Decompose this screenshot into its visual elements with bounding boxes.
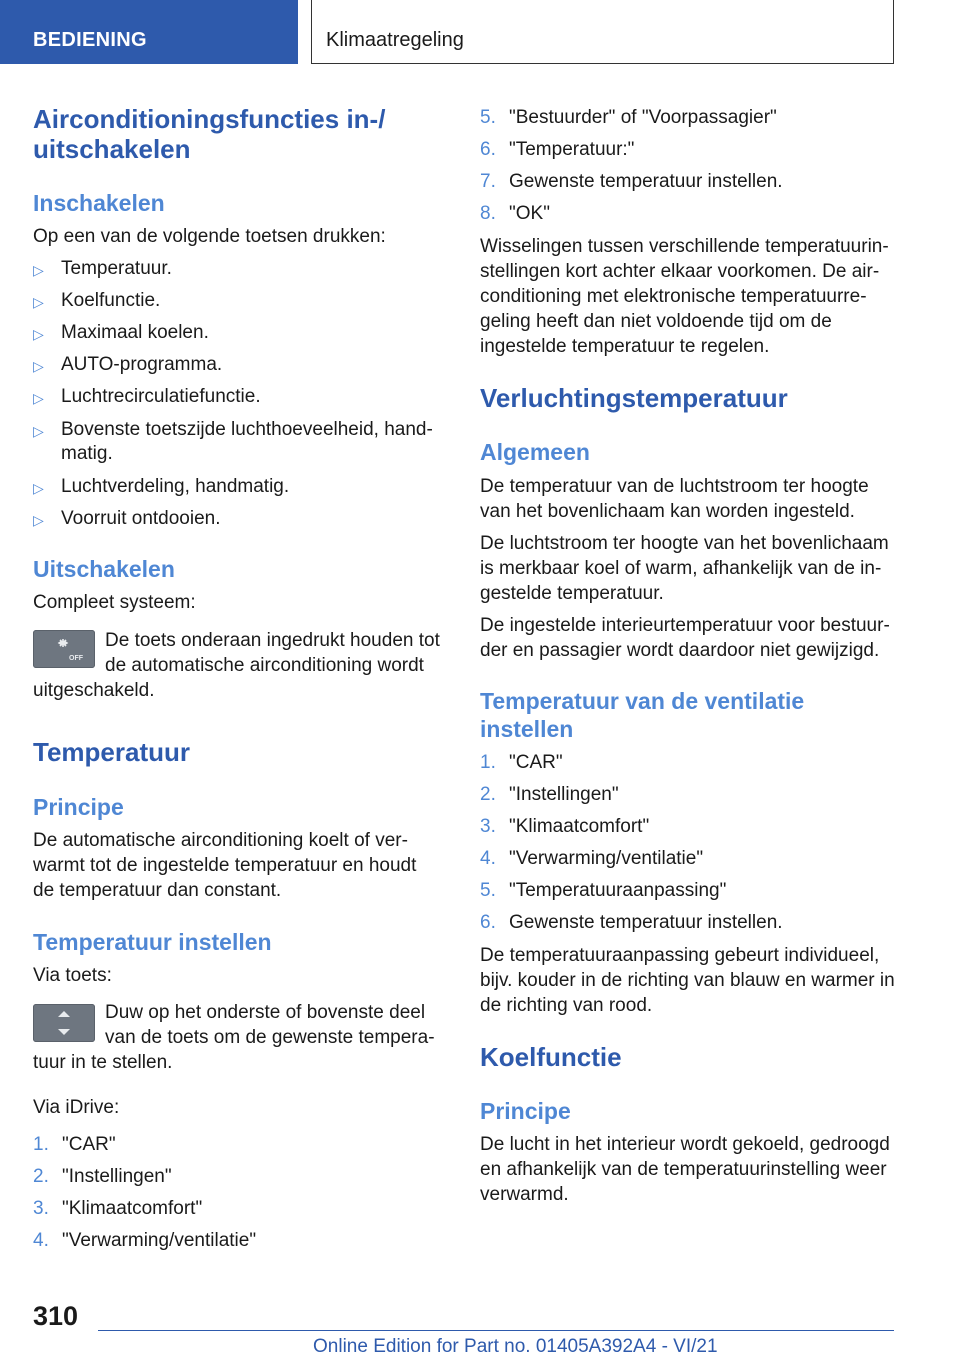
step-number: 1. [33, 1134, 49, 1155]
list-item-text: AUTO-programma. [61, 354, 223, 375]
paragraph-principe-2: warmt tot de ingestelde temperatuur en houdt [33, 855, 417, 876]
step-number: 5. [480, 880, 496, 901]
list-item [33, 506, 221, 531]
climate-off-button-image [33, 630, 95, 668]
step-text: "OK" [509, 203, 550, 224]
bullet-marker: ▷ [33, 423, 44, 439]
heading-airco-onoff-2: uitschakelen [33, 134, 191, 164]
paragraph-duw-3: tuur in te stellen. [33, 1052, 173, 1073]
heading-uitschakelen: Uitschakelen [33, 556, 175, 582]
heading-principe-koel: Principe [480, 1098, 571, 1124]
bullet-marker: ▷ [33, 390, 44, 406]
step-number: 4. [33, 1230, 49, 1251]
list-item [480, 750, 563, 775]
list-item [480, 201, 550, 226]
paragraph-duw-2: van de toets om de gewenste tempera- [105, 1027, 435, 1048]
list-item [33, 1132, 116, 1157]
paragraph-off-1: De toets onderaan ingedrukt houden tot [105, 630, 440, 651]
step-number: 7. [480, 171, 496, 192]
list-item [33, 320, 209, 345]
step-number: 2. [33, 1166, 49, 1187]
heading-temperatuur-instellen: Temperatuur instellen [33, 929, 272, 955]
step-number: 1. [480, 752, 496, 773]
paragraph-aanpassing-2: bijv. kouder in de richting van blauw en warmer in [480, 970, 895, 991]
paragraph-aanpassing-3: de richting van rood. [480, 995, 653, 1016]
step-text: "Temperatuur:" [509, 139, 635, 160]
list-item-text: matig. [61, 443, 113, 464]
step-text: "Bestuurder" of "Voorpassagier" [509, 107, 777, 128]
bullet-marker: ▷ [33, 326, 44, 342]
list-item-text: Bovenste toetszijde luchthoeveelheid, hand- [61, 419, 433, 440]
list-item [480, 846, 703, 871]
step-number: 4. [480, 848, 496, 869]
paragraph-via-idrive: Via iDrive: [33, 1097, 120, 1118]
list-item-text: Luchtrecirculatiefunctie. [61, 386, 261, 407]
step-text: "Instellingen" [509, 784, 619, 805]
list-item [33, 288, 160, 313]
list-item [480, 169, 783, 194]
paragraph-koel-1: De lucht in het interieur wordt gekoeld, gedroogd [480, 1134, 890, 1155]
list-item [33, 256, 172, 281]
section-tab [0, 0, 298, 64]
list-item-text: Maximaal koelen. [61, 322, 209, 343]
list-item [33, 384, 261, 409]
step-text: "Verwarming/ventilatie" [62, 1230, 257, 1251]
bullet-marker: ▷ [33, 512, 44, 528]
bullet-marker: ▷ [33, 358, 44, 374]
list-item [480, 814, 649, 839]
paragraph-inschakelen: Op een van de volgende toetsen drukken: [33, 226, 386, 247]
climate-off-icon [33, 630, 95, 668]
heading-temperatuur: Temperatuur [33, 737, 190, 767]
step-number: 5. [480, 107, 496, 128]
step-text: "Klimaatcomfort" [62, 1198, 203, 1219]
step-text: "CAR" [62, 1134, 116, 1155]
bullet-marker: ▷ [33, 480, 44, 496]
list-item [480, 782, 619, 807]
step-number: 6. [480, 912, 496, 933]
step-text: Gewenste temperatuur instellen. [509, 171, 783, 192]
list-item [33, 1228, 256, 1253]
page-number: 310 [33, 1301, 79, 1331]
paragraph-off-2: de automatische airconditioning wordt [105, 655, 424, 676]
step-number: 3. [33, 1198, 49, 1219]
paragraph-algemeen-1a: De temperatuur van de luchtstroom ter hoogte [480, 476, 869, 497]
list-item-text: Temperatuur. [61, 258, 172, 279]
heading-principe: Principe [33, 794, 124, 820]
list-item-text: Luchtverdeling, handmatig. [61, 476, 290, 497]
paragraph-algemeen-3b: der en passagier wordt daardoor niet gewijzigd. [480, 640, 880, 661]
bullet-marker: ▷ [33, 262, 44, 278]
list-item-continued [33, 441, 113, 466]
step-number: 8. [480, 203, 496, 224]
paragraph-via-toets: Via toets: [33, 965, 112, 986]
paragraph-algemeen-3a: De ingestelde interieurtemperatuur voor bestuur- [480, 615, 890, 636]
paragraph-algemeen-2c: gestelde temperatuur. [480, 583, 664, 604]
heading-vent-2: instellen [480, 716, 574, 742]
list-item [33, 1164, 172, 1189]
step-text: "Temperatuuraanpassing" [509, 880, 727, 901]
list-item [480, 105, 777, 130]
list-item [33, 474, 289, 499]
footer-edition: Online Edition for Part no. 01405A392A4 - VI/21 [313, 1336, 718, 1357]
list-item [33, 352, 222, 377]
footer-divider [98, 1330, 894, 1331]
up-down-arrows-icon [33, 1004, 95, 1042]
heading-algemeen: Algemeen [480, 439, 590, 465]
paragraph-principe-3: de temperatuur dan constant. [33, 880, 282, 901]
list-item [480, 878, 726, 903]
list-item [480, 137, 634, 162]
temperature-button-image [33, 1004, 95, 1042]
step-text: "CAR" [509, 752, 563, 773]
paragraph-aanpassing-1: De temperatuuraanpassing gebeurt individueel, [480, 945, 880, 966]
list-item-text: Koelfunctie. [61, 290, 161, 311]
paragraph-wissel-2: stellingen kort achter elkaar voorkomen. De air- [480, 261, 880, 282]
heading-verluchtingstemperatuur: Verluchtingstemperatuur [480, 383, 788, 413]
section-title: BEDIENING [33, 29, 147, 51]
heading-koelfunctie: Koelfunctie [480, 1042, 622, 1072]
step-number: 3. [480, 816, 496, 837]
step-text: "Instellingen" [62, 1166, 172, 1187]
paragraph-koel-3: verwarmd. [480, 1184, 569, 1205]
step-text: "Klimaatcomfort" [509, 816, 650, 837]
heading-inschakelen: Inschakelen [33, 190, 165, 216]
paragraph-algemeen-2a: De luchtstroom ter hoogte van het bovenlichaam [480, 533, 889, 554]
step-number: 2. [480, 784, 496, 805]
paragraph-wissel-1: Wisselingen tussen verschillende temperatuurin- [480, 236, 889, 257]
paragraph-compleet: Compleet systeem: [33, 592, 196, 613]
paragraph-duw-1: Duw op het onderste of bovenste deel [105, 1002, 426, 1023]
step-text: "Verwarming/ventilatie" [509, 848, 704, 869]
bullet-marker: ▷ [33, 294, 44, 310]
paragraph-off-3: uitgeschakeld. [33, 680, 155, 701]
paragraph-koel-2: en afhankelijk van de temperatuurinstelling weer [480, 1159, 887, 1180]
chapter-tab [311, 0, 894, 64]
svg-text:OFF: OFF [69, 655, 83, 662]
paragraph-algemeen-2b: is merkbaar koel of warm, afhankelijk van de in- [480, 558, 882, 579]
paragraph-principe-1: De automatische airconditioning koelt of ver- [33, 830, 408, 851]
paragraph-wissel-3: conditioning met elektronische temperatuurre- [480, 286, 867, 307]
heading-vent-1: Temperatuur van de ventilatie [480, 688, 805, 714]
paragraph-wissel-5: ingestelde temperatuur te regelen. [480, 336, 770, 357]
list-item [480, 910, 783, 935]
list-item-text: Voorruit ontdooien. [61, 508, 221, 529]
list-item [33, 1196, 202, 1221]
step-number: 6. [480, 139, 496, 160]
list-item [33, 417, 433, 442]
step-text: Gewenste temperatuur instellen. [509, 912, 783, 933]
paragraph-wissel-4: geling heeft dan niet voldoende tijd om de [480, 311, 832, 332]
paragraph-algemeen-1b: van het bovenlichaam kan worden ingesteld. [480, 501, 855, 522]
heading-airco-onoff-1: Airconditioningsfuncties in-/ [33, 104, 386, 134]
chapter-title: Klimaatregeling [326, 29, 464, 51]
